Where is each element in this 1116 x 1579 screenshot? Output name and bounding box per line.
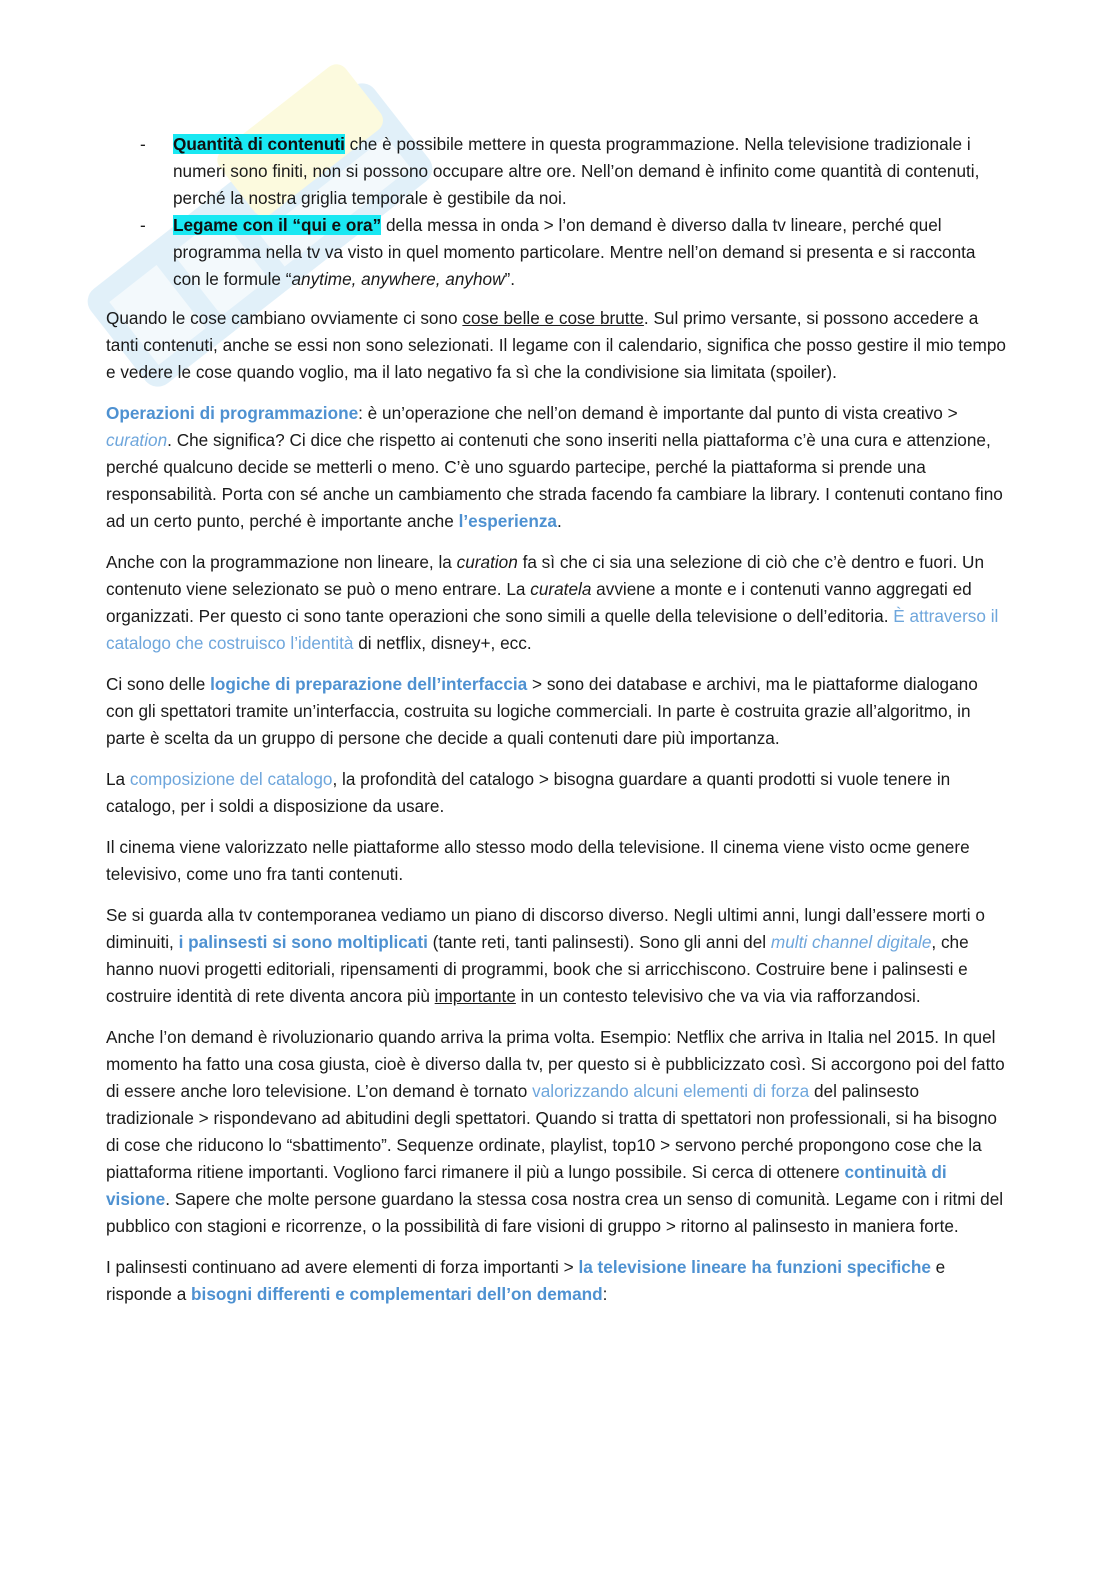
- text-segment: fa sì che ci sia una selezione di ciò che c’è dentro e fuori. Un contenuto viene selezionato se può o meno entrare. La: [106, 552, 985, 599]
- paragraph: [106, 400, 1006, 535]
- text-segment: . Che significa? Ci dice che rispetto ai contenuti che sono inseriti nella piattaforma c’è una cura e attenzione, perché qualcuno decide se metterli o meno. C’è uno sguardo partecipe, perché la piattaforma si prende una responsabilità. Porta con sé anche un cambiamento che strada facendo fa cambiare la library. I contenuti contano fino ad un certo punto, perché è importante anche: [106, 430, 1003, 531]
- text-segment: , la profondità del catalogo > bisogna guardare a quanti prodotti si vuole tenere in catalogo, per i soldi a disposizione da usare.: [106, 769, 951, 816]
- bullet-list: [106, 131, 1006, 293]
- text-segment: della messa in onda > l’on demand è diverso dalla tv lineare, perché quel programma nella tv va visto in quel momento particolare. Mentre nell’on demand si presenta e si racconta con le formule “: [173, 215, 976, 289]
- text-segment: Se si guarda alla tv contemporanea vediamo un piano di discorso diverso. Negli ultimi anni, lungi dall’essere morti o diminuiti,: [106, 905, 985, 952]
- text-bb-segment: Operazioni di programmazione: [106, 403, 359, 423]
- text-bi-segment: multi channel digitale: [770, 932, 932, 952]
- bullet-item: [106, 212, 1006, 293]
- text-segment: avviene a monte e i contenuti vanno aggregati ed organizzati. Per questo ci sono tante operazioni che sono simili a quelle della televisione o dell’editoria.: [106, 579, 972, 626]
- text-bb-segment: logiche di preparazione dell’interfaccia: [210, 674, 528, 694]
- text-segment: . Sul primo versante, si possono accedere a tanti contenuti, anche se essi non sono selezionati. Il legame con il calendario, significa che posso gestire il mio tempo e vedere le cose quando voglio, ma il lato negativo fa sì che la condivisione sia limitata (spoiler).: [106, 308, 1006, 382]
- text-bl-segment: È attraverso il catalogo che costruisco l’identità: [106, 606, 999, 653]
- text-segment: :: [602, 1284, 608, 1304]
- text-segment: che è possibile mettere in questa programmazione. Nella televisione tradizionale i numeri sono finiti, non si possono occupare altre ore. Nell’on demand è infinito come quantità di contenuti, perché la nostra griglia temporale è gestibile da noi.: [173, 134, 980, 208]
- paragraph: [106, 671, 1006, 752]
- text-i-segment: anytime, anywhere, anyhow: [291, 269, 505, 289]
- text-segment: Anche l’on demand è rivoluzionario quando arriva la prima volta. Esempio: Netflix che arriva in Italia nel 2015. In quel momento ha fatto una cosa giusta, cioè è diverso dalla tv, per questo si è pubblicizzato così. Si accorgono poi del fatto di essere anche loro televisione. L’on demand è tornato: [106, 1027, 1005, 1101]
- paragraph: [106, 766, 1006, 820]
- paragraph: [106, 1024, 1006, 1240]
- text-segment: in un contesto televisivo che va via via rafforzandosi.: [515, 986, 921, 1006]
- text-segment: di netflix, disney+, ecc.: [353, 633, 532, 653]
- document-page: [106, 131, 1006, 1322]
- text-segment: del palinsesto tradizionale > rispondevano ad abitudini degli spettatori. Quando si tratta di spettatori non professionali, si ha bisogno di cose che riducono lo “sbattimento”. Sequenze ordinate, playlist, top10 > servono perché propongono cose che la piattaforma ritiene importanti. Vogliono farci rimanere il più a lungo possibile. Si cerca di ottenere: [106, 1081, 997, 1182]
- text-bb-segment: i palinsesti si sono moltiplicati: [178, 932, 428, 952]
- text-segment: > sono dei database e archivi, ma le piattaforme dialogano con gli spettatori tramite un’interfaccia, costruita su logiche commerciali. In parte è costruita grazie all’algoritmo, in parte è scelta da un gruppo di persone che decide a quali contenuti dare più importanza.: [106, 674, 978, 748]
- paragraph: [106, 902, 1006, 1010]
- text-bl-segment: valorizzando alcuni elementi di forza: [532, 1081, 810, 1101]
- text-segment: La: [106, 769, 130, 789]
- text-segment: Anche con la programmazione non lineare, la: [106, 552, 457, 572]
- text-bb-segment: la televisione lineare ha funzioni specifiche: [578, 1257, 931, 1277]
- text-segment: Il cinema viene valorizzato nelle piattaforme allo stesso modo della televisione. Il cinema viene visto ocme genere televisivo, come uno fra tanti contenuti.: [106, 837, 970, 884]
- text-u-segment: importante: [434, 986, 516, 1006]
- text-bi-segment: curation: [106, 430, 168, 450]
- text-segment: Ci sono delle: [106, 674, 211, 694]
- bullet-dash: -: [140, 134, 146, 154]
- text-segment: e risponde a: [106, 1257, 946, 1304]
- text-segment: I palinsesti continuano ad avere elementi di forza importanti >: [106, 1257, 579, 1277]
- paragraphs: [106, 305, 1006, 1308]
- paragraph: [106, 834, 1006, 888]
- paragraph: [106, 1254, 1006, 1308]
- bullet-item: [106, 131, 1006, 212]
- text-bb-segment: continuità di visione: [106, 1162, 947, 1209]
- text-segment: , che hanno nuovi progetti editoriali, ripensamenti di programmi, book che si arricchiscono. Costruire bene i palinsesti e costruire identità di rete diventa ancora più: [106, 932, 969, 1006]
- text-i-segment: curatela: [530, 579, 592, 599]
- paragraph: [106, 549, 1006, 657]
- text-segment: ”.: [504, 269, 516, 289]
- text-bb-segment: l’esperienza: [458, 511, 557, 531]
- text-segment: : è un’operazione che nell’on demand è importante dal punto di vista creativo >: [358, 403, 958, 423]
- text-hl-segment: Quantità di contenuti: [173, 134, 345, 154]
- text-segment: .: [557, 511, 562, 531]
- text-hl-segment: Legame con il “qui e ora”: [173, 215, 382, 235]
- text-bb-segment: bisogni differenti e complementari dell’on demand: [191, 1284, 603, 1304]
- text-segment: . Sapere che molte persone guardano la stessa cosa nostra crea un senso di comunità. Legame con i ritmi del pubblico con stagioni e ricorrenze, o la possibilità di fare visioni di gruppo > ritorno al palinsesto in maniera forte.: [106, 1189, 1004, 1236]
- text-i-segment: curation: [456, 552, 518, 572]
- text-segment: Quando le cose cambiano ovviamente ci sono: [106, 308, 463, 328]
- text-segment: (tante reti, tanti palinsesti). Sono gli anni del: [427, 932, 771, 952]
- text-bl-segment: composizione del catalogo: [129, 769, 333, 789]
- paragraph: [106, 305, 1006, 386]
- bullet-dash: -: [140, 215, 146, 235]
- text-u-segment: cose belle e cose brutte: [462, 308, 644, 328]
